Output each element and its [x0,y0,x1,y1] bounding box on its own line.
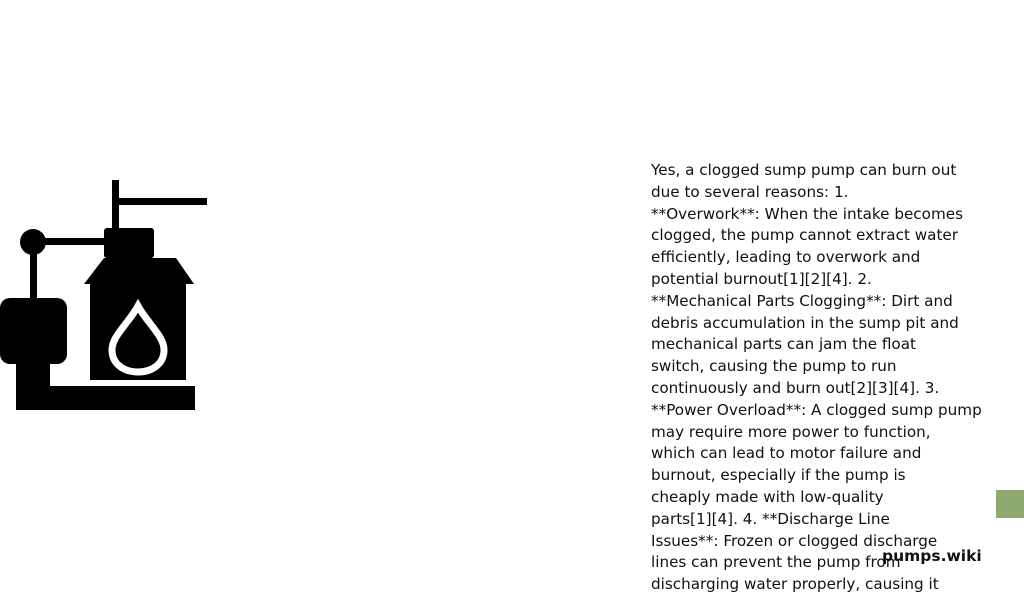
accent-square [996,490,1024,518]
text-line: **Mechanical Parts Clogging**: Dirt and [651,291,953,310]
text-line: potential burnout[1][2][4]. 2. [651,269,872,288]
text-line: which can lead to motor failure and [651,444,922,463]
text-line: debris accumulation in the sump pit and [651,313,959,332]
text-line: Issues**: Frozen or clogged discharge [651,531,938,550]
text-line: cheaply made with low-quality [651,487,884,506]
text-line: lines can prevent the pump from [651,553,901,572]
text-line: **Overwork**: When the intake becomes [651,204,964,223]
text-line: clogged, the pump cannot extract water [651,226,959,245]
text-line: due to several reasons: 1. [651,182,849,201]
text-line: Yes, a clogged sump pump can burn out [651,161,957,179]
site-watermark: pumps.wiki [882,547,982,565]
sump-pump-icon [0,178,210,414]
text-line: discharging water properly, causing it [651,575,939,594]
text-line: parts[1][4]. 4. **Discharge Line [651,509,890,528]
text-line: switch, causing the pump to run [651,357,897,376]
text-line: **Power Overload**: A clogged sump pump [651,400,982,419]
article-text [651,160,986,594]
text-line: may require more power to function, [651,422,931,441]
text-line: mechanical parts can jam the float [651,335,916,354]
text-line: continuously and burn out[2][3][4]. 3. [651,378,940,397]
text-line: efficiently, leading to overwork and [651,248,921,267]
text-line: burnout, especially if the pump is [651,466,906,485]
